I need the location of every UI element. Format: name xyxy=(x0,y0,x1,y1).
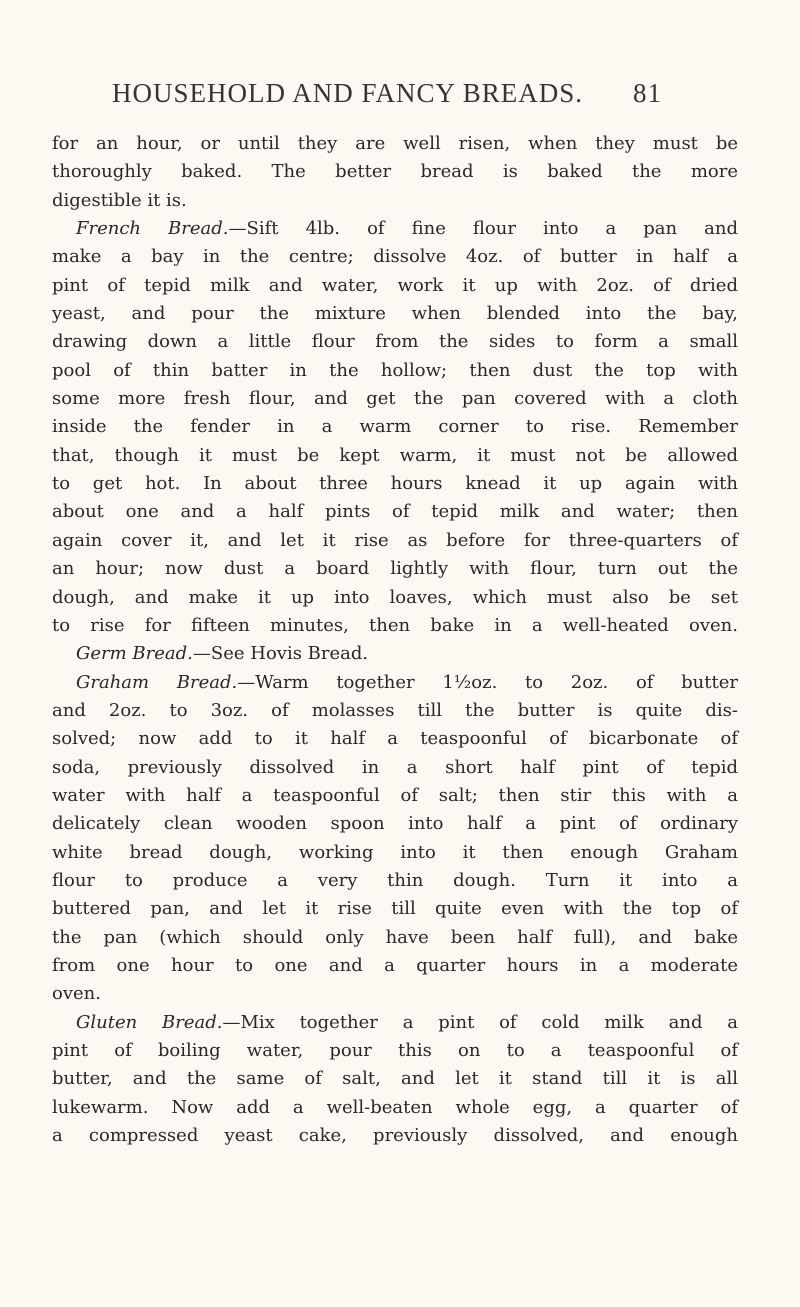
text-line: delicately clean wooden spoon into half a pint of ordinary xyxy=(52,813,738,835)
text-line: pint of tepid milk and water, work it up with 2oz. of dried xyxy=(52,274,738,296)
text-line: butter, and the same of salt, and let it stand till it is all xyxy=(52,1068,738,1090)
text-line: an hour; now dust a board lightly with flour, turn out the xyxy=(52,558,738,580)
text-line: lukewarm. Now add a well-beaten whole egg, a quarter of xyxy=(52,1096,738,1118)
text-line: some more fresh flour, and get the pan covered with a cloth xyxy=(52,388,738,410)
text-line: a compressed yeast cake, previously dissolved, and enough xyxy=(52,1125,738,1147)
text-line: for an hour, or until they are well risen, when they must be xyxy=(52,133,738,154)
text-line: make a bay in the centre; dissolve 4oz. of butter in half a xyxy=(52,246,738,268)
text-line: and 2oz. to 3oz. of molasses till the butter is quite dis- xyxy=(52,699,738,721)
text-line: again cover it, and let it rise as before for three-quarters of xyxy=(52,529,738,551)
page-number: 81 xyxy=(633,78,662,108)
recipe-heading-graham-bread: Graham Bread. xyxy=(76,671,238,693)
text-line: thoroughly baked. The better bread is baked the more xyxy=(52,161,738,183)
text-line: soda, previously dissolved in a short half pint of tepid xyxy=(52,756,738,778)
text-line: Germ Bread.—See Hovis Bread. xyxy=(76,643,369,665)
running-head xyxy=(112,78,662,112)
text-line: yeast, and pour the mixture when blended into the bay, xyxy=(52,303,738,325)
text-line: about one and a half pints of tepid milk and water; then xyxy=(52,501,738,523)
text-line: buttered pan, and let it rise till quite even with the top of xyxy=(52,898,738,920)
body-text xyxy=(52,130,738,1150)
text-line: pool of thin batter in the hollow; then dust the top with xyxy=(52,359,738,381)
text-line: from one hour to one and a quarter hours in a moderate xyxy=(52,954,738,976)
text-line: water with half a teaspoonful of salt; then stir this with a xyxy=(52,784,738,806)
recipe-heading-germ-bread: Germ Bread. xyxy=(76,643,193,665)
text-line: to rise for fifteen minutes, then bake in a well-heated oven. xyxy=(52,614,738,636)
text-line: digestible it is. xyxy=(52,189,187,211)
text-line: the pan (which should only have been half full), and bake xyxy=(52,926,738,948)
text-line: drawing down a little flour from the sides to form a small xyxy=(52,331,738,353)
text-line: solved; now add to it half a teaspoonful of bicarbonate of xyxy=(52,728,738,750)
text-line: to get hot. In about three hours knead it up again with xyxy=(52,473,738,495)
recipe-heading-gluten-bread: Gluten Bread. xyxy=(76,1011,223,1033)
text-line: Gluten Bread.—Mix together a pint of cold milk and a xyxy=(76,1011,738,1033)
text-line: French Bread.—Sift 4lb. of fine flour into a pan and xyxy=(76,218,738,240)
running-title: HOUSEHOLD AND FANCY BREADS. xyxy=(112,78,584,108)
text-line: Graham Bread.—Warm together 1½oz. to 2oz. of butter xyxy=(76,671,739,693)
text-line: inside the fender in a warm corner to rise. Remember xyxy=(52,416,738,438)
text-line: pint of boiling water, pour this on to a teaspoonful of xyxy=(52,1040,738,1061)
text-line: dough, and make it up into loaves, which must also be set xyxy=(52,586,738,608)
text-line: flour to produce a very thin dough. Turn it into a xyxy=(52,869,738,891)
text-line: oven. xyxy=(52,983,101,1005)
text-line: that, though it must be kept warm, it must not be allowed xyxy=(52,444,738,466)
text-line: white bread dough, working into it then enough Graham xyxy=(52,841,738,863)
recipe-heading-french-bread: French Bread. xyxy=(76,218,229,240)
